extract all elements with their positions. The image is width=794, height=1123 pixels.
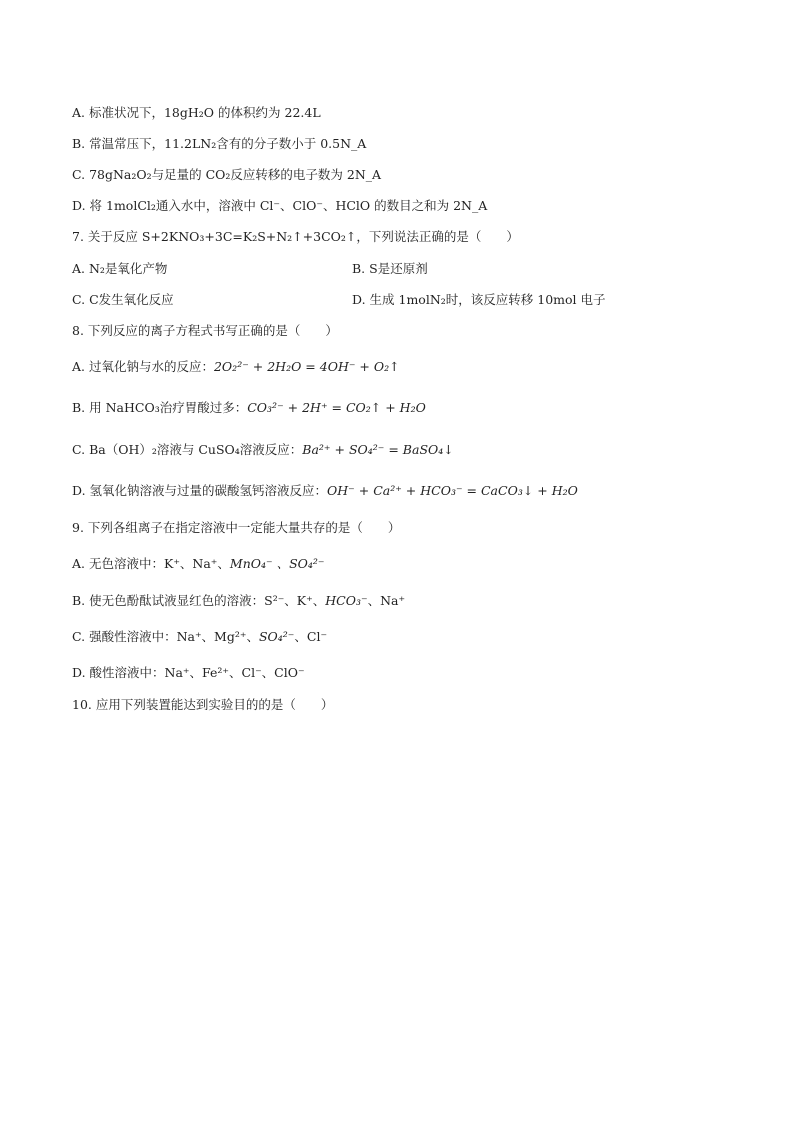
q8-option-c bbox=[72, 441, 454, 459]
q8-stem: 8. 下列反应的离子方程式书写正确的是（ ） bbox=[72, 323, 338, 338]
q8-option-b-equation: CO₃²⁻ + 2H⁺ = CO₂↑ + H₂O bbox=[247, 400, 426, 415]
q8-option-a bbox=[72, 358, 400, 376]
q7-stem: 7. 关于反应 S+2KNO₃+3C=K₂S+N₂↑+3CO₂↑，下列说法正确的是（ ） bbox=[72, 229, 519, 244]
q8-option-d-equation: OH⁻ + Ca²⁺ + HCO₃⁻ = CaCO₃↓ + H₂O bbox=[327, 483, 578, 498]
q8-option-b-text: B. 用 NaHCO₃治疗胃酸过多： bbox=[72, 400, 248, 415]
q9-option-b-text: B. 使无色酚酞试液显红色的溶液：S²⁻、K⁺、 bbox=[72, 593, 326, 608]
q9-option-a-text: A. 无色溶液中：K⁺、Na⁺、 bbox=[72, 556, 230, 571]
q6-option-c: C. 78gNa₂O₂与足量的 CO₂反应转移的电子数为 2N_A bbox=[72, 167, 382, 182]
q7-option-a: A. N₂是氧化产物 bbox=[72, 261, 168, 276]
q9-option-c-text: C. 强酸性溶液中：Na⁺、Mg²⁺、 bbox=[72, 629, 259, 644]
q9-option-d: D. 酸性溶液中：Na⁺、Fe²⁺、Cl⁻、ClO⁻ bbox=[72, 665, 305, 680]
q9-option-a bbox=[72, 555, 325, 573]
q9-option-b bbox=[72, 592, 405, 610]
q6-option-a: A. 标准状况下，18gH₂O 的体积约为 22.4L bbox=[72, 105, 321, 120]
q6-option-b: B. 常温常压下，11.2LN₂含有的分子数小于 0.5N_A bbox=[72, 136, 367, 151]
q10-stem: 10. 应用下列装置能达到实验目的的是（ ） bbox=[72, 697, 334, 712]
q8-option-d-text: D. 氢氧化钠溶液与过量的碳酸氢钙溶液反应： bbox=[72, 483, 328, 498]
q9-option-b-tail: 、Na⁺ bbox=[367, 593, 406, 608]
q9-option-b-ions: HCO₃⁻ bbox=[325, 593, 368, 608]
q6-option-d: D. 将 1molCl₂通入水中，溶液中 Cl⁻、ClO⁻、HClO 的数目之和为 2N_A bbox=[72, 198, 488, 213]
q8-option-a-text: A. 过氧化钠与水的反应： bbox=[72, 359, 214, 374]
q8-option-b bbox=[72, 399, 426, 417]
q9-stem: 9. 下列各组离子在指定溶液中一定能大量共存的是（ ） bbox=[72, 520, 401, 535]
q9-option-a-ions: MnO₄⁻ 、SO₄²⁻ bbox=[229, 556, 325, 571]
q7-option-b: B. S是还原剂 bbox=[352, 261, 428, 276]
q9-option-c bbox=[72, 628, 327, 646]
q9-option-c-ions: SO₄²⁻ bbox=[258, 629, 295, 644]
q8-option-c-text: C. Ba（OH）₂溶液与 CuSO₄溶液反应： bbox=[72, 442, 303, 457]
q7-option-c: C. C发生氧化反应 bbox=[72, 292, 174, 307]
q8-option-c-equation: Ba²⁺ + SO₄²⁻ = BaSO₄↓ bbox=[302, 442, 454, 457]
q8-option-a-equation: 2O₂²⁻ + 2H₂O = 4OH⁻ + O₂↑ bbox=[213, 359, 400, 374]
q9-option-c-tail: 、Cl⁻ bbox=[294, 629, 328, 644]
q8-option-d bbox=[72, 482, 578, 500]
q7-option-d: D. 生成 1molN₂时，该反应转移 10mol 电子 bbox=[352, 292, 606, 307]
